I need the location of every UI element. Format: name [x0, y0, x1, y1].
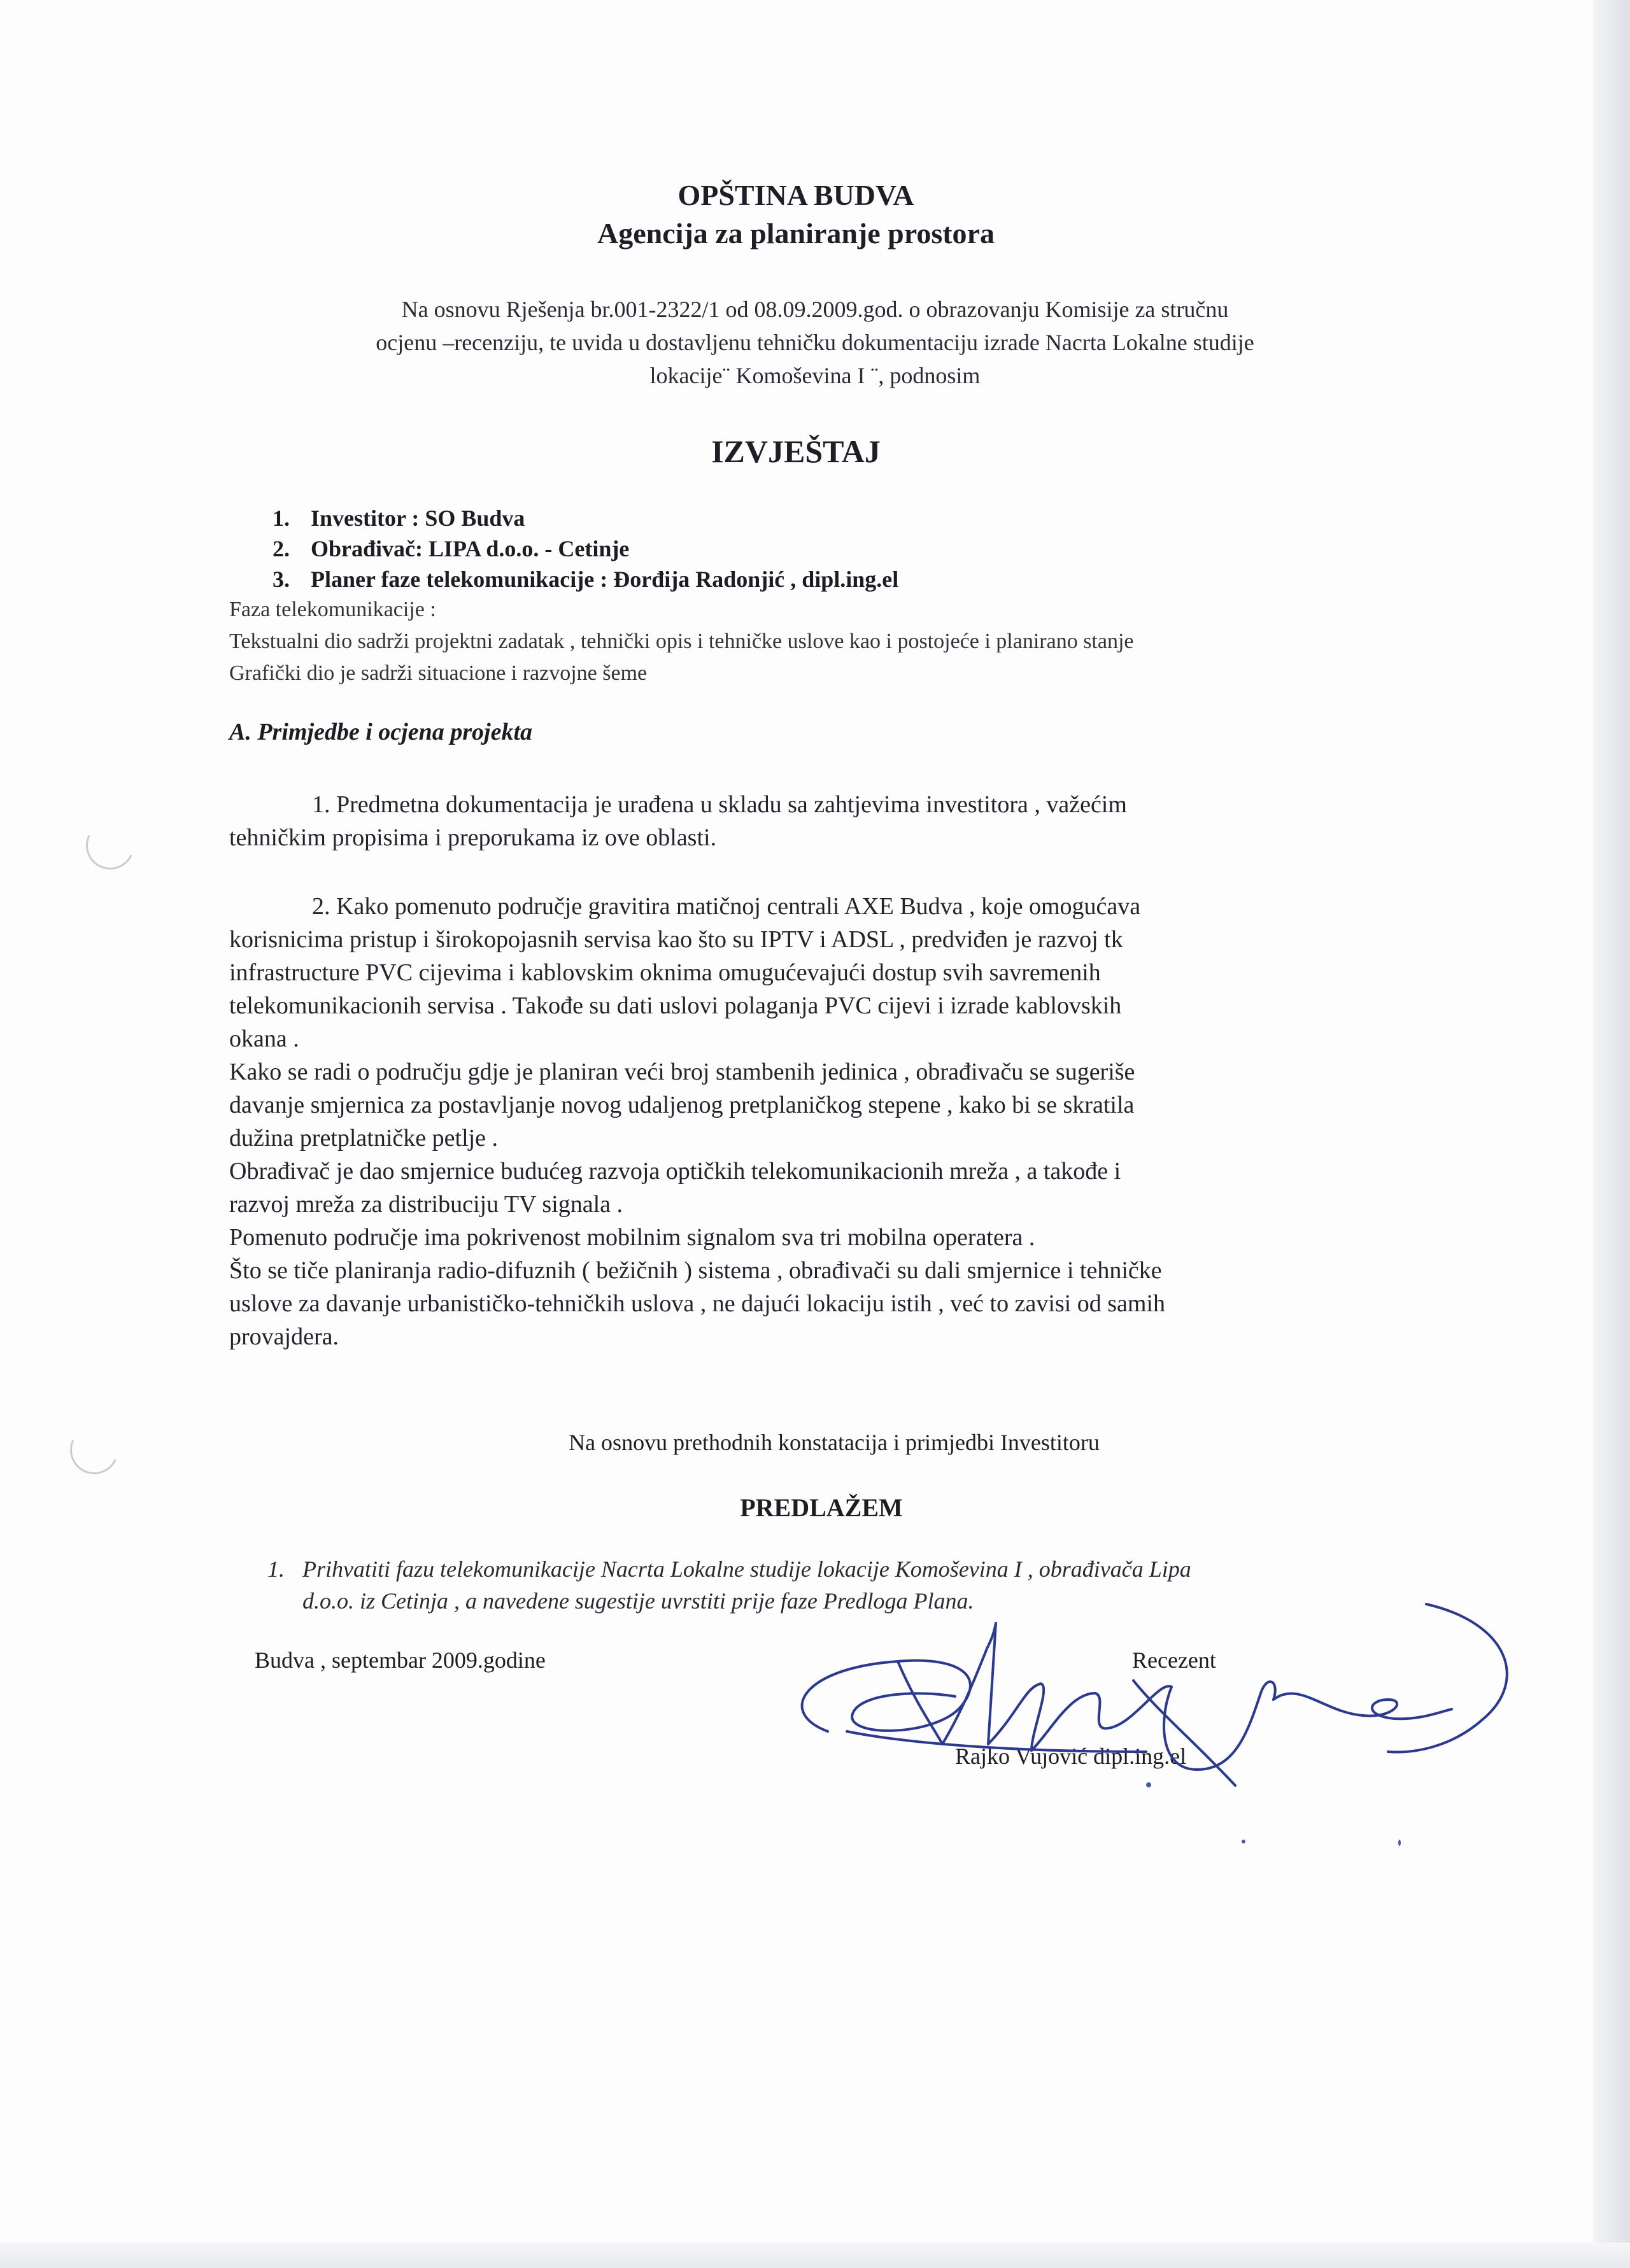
proposal-item: 1. Prihvatiti fazu telekomunikacije Nacrta Lokalne studije lokacije Komoševina I , obrađivača Lipa d.o.o. iz Cetinja , a navedene sugestije uvrstiti prije faze Predloga Plana. [267, 1556, 1191, 1614]
place-date: Budva , septembar 2009.godine [255, 1647, 546, 1673]
list-item: 2. Obrađivač: LIPA d.o.o. - Cetinje [273, 533, 898, 564]
municipality-title: OPŠTINA BUDVA [677, 179, 914, 211]
ink-speck [1146, 1782, 1151, 1787]
list-item: 1. Investitor : SO Budva [273, 503, 898, 533]
scan-edge-bottom [0, 2243, 1630, 2268]
handwritten-signature [751, 1585, 1541, 1801]
parties-list [273, 503, 898, 595]
agency-title: Agencija za planiranje prostora [597, 217, 995, 250]
list-item: 3. Planer faze telekomunikacije : Đorđija Radonjić , dipl.ing.el [273, 564, 898, 595]
investor-text: Investitor : SO Budva [311, 505, 525, 531]
section-a-paragraph-1: 1. Predmetna dokumentacija je urađena u skladu sa zahtjevima investitora , važećim tehničkim propisima i preporukama iz ove oblasti. [229, 791, 1127, 851]
section-a-paragraph-2: 2. Kako pomenuto područje gravitira matičnoj centrali AXE Budva , koje omogućava korisnicima pristup i širokopojasnih servisa kao što su IPTV i ADSL , predviđen je razvoj tk infrastructure PVC cijevima i kablovskim oknima omugućevajući dostup svih savremenih telekomunikacionih servisa . Takođe su dati uslovi polaganja PVC cijevi i izrade kablovskih okana . Kako se radi o području gdje je planiran veći broj stambenih jedinica , obrađivaču se sugeriše davanje smjernica za postavljanje novog udaljenog pretplaničkog stepene , kako bi se skratila dužina pretplatničke petlje . Obrađivač je dao smjernice budućeg razvoja optičkih telekomunikacionih mreža , a takođe i razvoj mreža za distribuciju TV signala . Pomenuto područje ima pokrivenost mobilnim signalom sva tri mobilna operatera . Što se tiče planiranja radio-difuznih ( bežičnih ) sistema , obrađivači su dali smjernice i tehničke uslove za davanje urbanističko-tehničkih uslova , ne dajući lokaciju istih , već to zavisi od samih provajdera. [229, 893, 1165, 1350]
ink-speck [1398, 1840, 1401, 1846]
planner-text: Planer faze telekomunikacije : Đorđija Radonjić , dipl.ing.el [311, 567, 899, 592]
propose-title: PREDLAŽEM [740, 1493, 903, 1522]
intro-line: ocjenu –recenziju, te uvida u dostavljenu tehničku dokumentaciju izrade Nacrta Lokalne studije [376, 330, 1254, 355]
scan-edge-right [1593, 0, 1630, 2268]
conclusion-basis: Na osnovu prethodnih konstatacija i primjedbi Investitoru [569, 1430, 1100, 1455]
intro-paragraph [229, 293, 1401, 392]
phase-label: Faza telekomunikacije : [229, 598, 436, 621]
report-title: IZVJEŠTAJ [711, 433, 881, 469]
phase-textual: Tekstualni dio sadrži projektni zadatak , tehnički opis i tehničke uslove kao i postojeće i planirano stanje [229, 630, 1134, 653]
reviewer-name: Rajko Vujović dipl.ing.el [955, 1743, 1187, 1769]
contractor-text: Obrađivač: LIPA d.o.o. - Cetinje [311, 536, 630, 561]
phase-graphic: Grafički dio je sadrži situacione i razvojne šeme [229, 661, 648, 685]
section-a-heading: A. Primjedbe i ocjena projekta [229, 719, 533, 745]
ink-speck [1242, 1840, 1245, 1843]
intro-line: lokacije¨ Komoševina I ¨, podnosim [649, 363, 981, 388]
reviewer-role: Recezent [1132, 1647, 1216, 1673]
punch-hole-upper [79, 814, 141, 876]
intro-line: Na osnovu Rješenja br.001-2322/1 od 08.09.2009.god. o obrazovanju Komisije za stručnu [401, 297, 1229, 322]
